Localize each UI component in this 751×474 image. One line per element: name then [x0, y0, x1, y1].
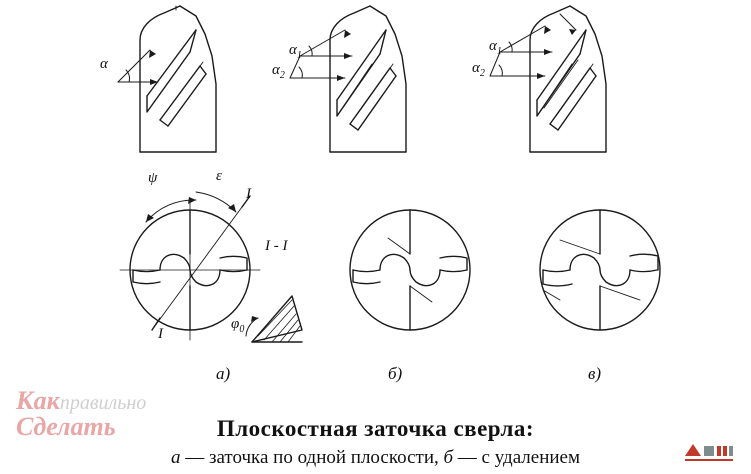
top-panel-c [490, 6, 606, 152]
label-section-view: I - I [265, 238, 288, 254]
label-alpha2-top-b: $\alpha_2$ [272, 62, 285, 81]
panel-letter-a: а) [216, 364, 231, 383]
label-epsilon: ε [216, 168, 222, 184]
caption-title: Плоскостная заточка сверла: [216, 416, 535, 441]
bottom-panel-c [540, 210, 660, 330]
label-section-mark-top: I [246, 186, 251, 202]
label-alpha1-top-c: $\alpha_1$ [489, 38, 502, 57]
caption-item-b: б [443, 447, 454, 468]
caption-item-a: а [170, 447, 181, 468]
caption-text-2: — с удалением [453, 447, 581, 468]
label-alpha2-top-c: $\alpha_2$ [472, 60, 485, 79]
caption-text-1: — заточка по одной плоскости, [180, 447, 444, 468]
watermark-line-1: Какправильно [16, 386, 147, 415]
top-panel-b [290, 6, 406, 152]
label-alpha-top-a: α [100, 56, 108, 72]
label-psi: ψ [148, 170, 158, 186]
caption-subtitle [0, 445, 751, 470]
bottom-panel-a [120, 192, 302, 342]
top-panel-a [118, 6, 216, 152]
panel-letter-v: в) [588, 364, 602, 383]
label-phi0: $\varphi_0$ [231, 316, 245, 335]
label-section-mark-bottom: I [158, 326, 163, 342]
figure-caption [0, 415, 751, 470]
watermark-line-2: Сделать [16, 412, 116, 441]
bottom-panel-b [350, 210, 470, 330]
label-alpha1-top-b: $\alpha_1$ [289, 42, 302, 61]
panel-letter-b: б) [388, 364, 403, 383]
